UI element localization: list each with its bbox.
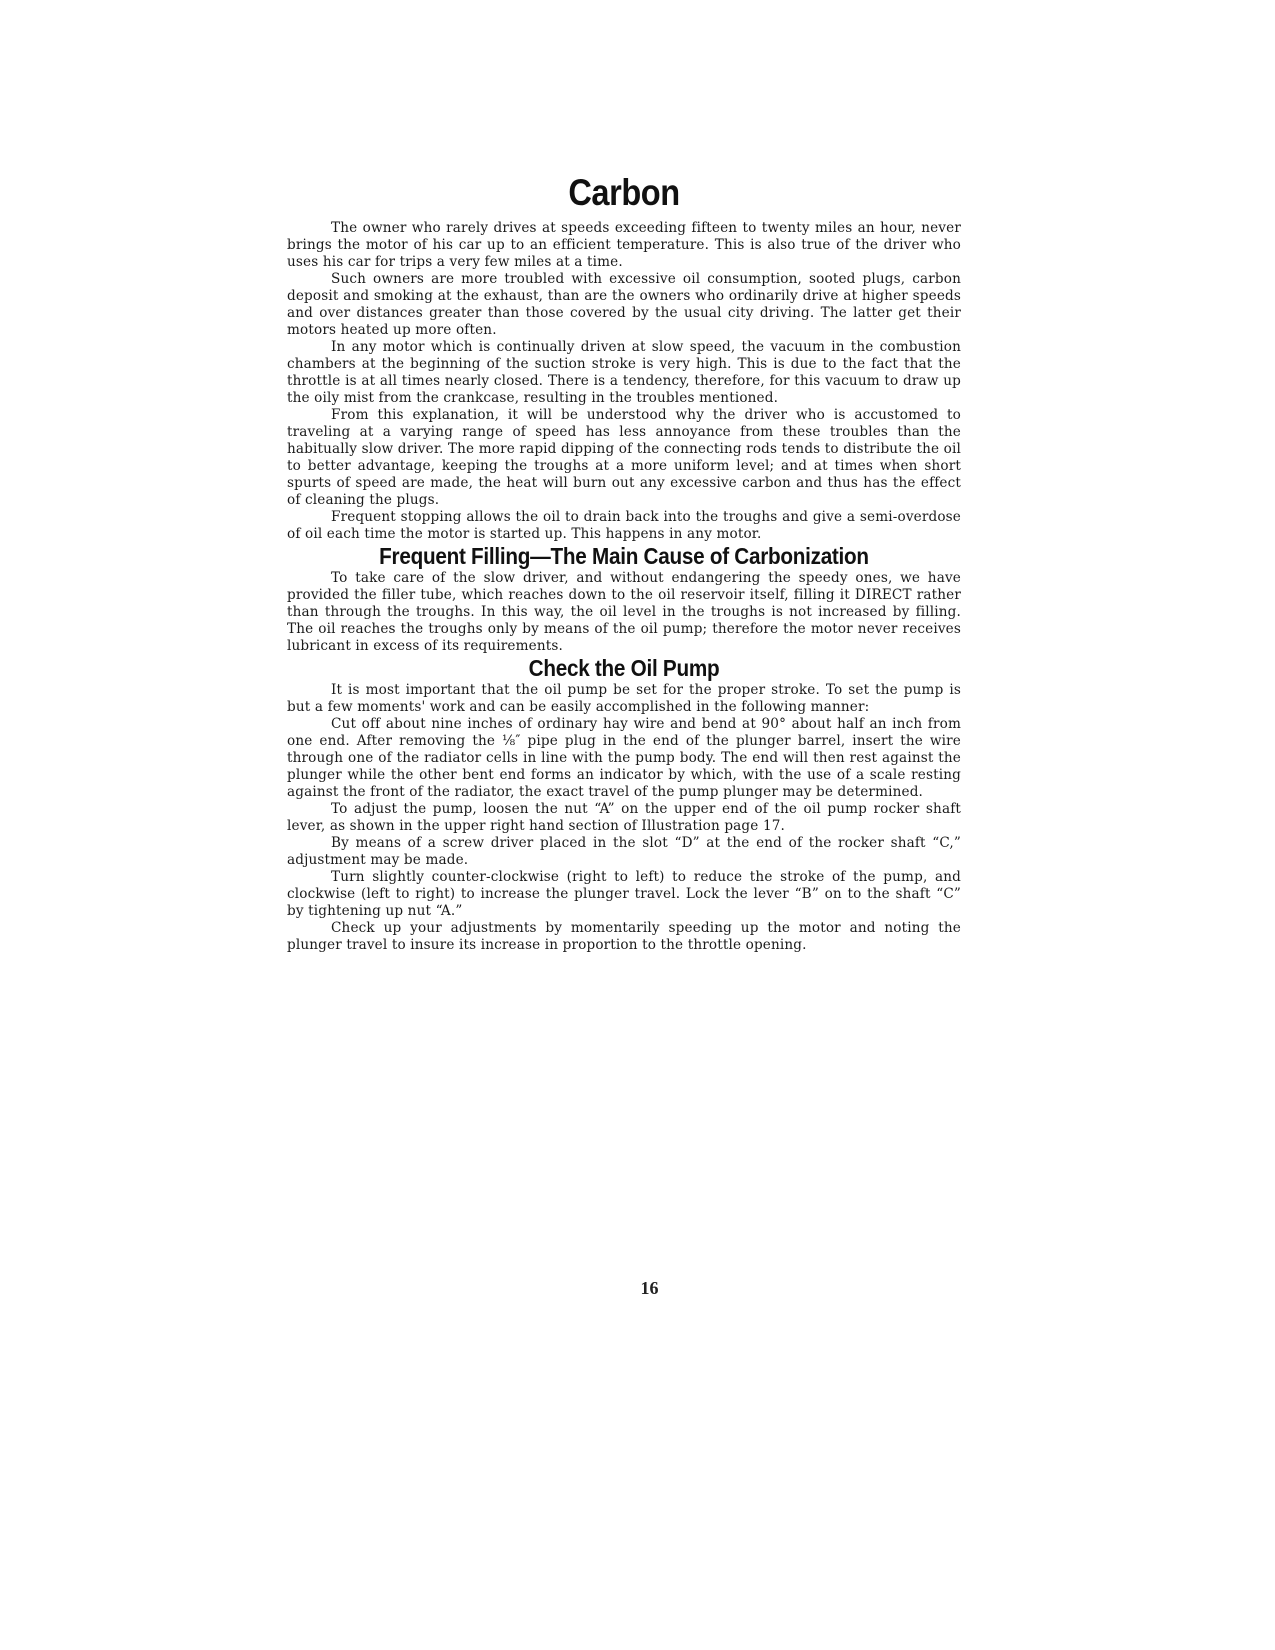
paragraph: Such owners are more troubled with excessive oil consumption, sooted plugs, carbon deposit and smoking at the exhaust, than are the owners who ordinarily drive at higher speeds and over distances greater than those covered by the usual city driving. The latter get their motors heated up more often. — [287, 271, 961, 338]
section-check-oil-pump-body — [287, 682, 961, 954]
page-number: 16 — [640, 1278, 659, 1298]
paragraph: Turn slightly counter-clockwise (right to left) to reduce the stroke of the pump, and clockwise (left to right) to increase the plunger travel. Lock the lever “B” on to the shaft “C” by tightening up nut “A.” — [287, 869, 961, 919]
paragraph: In any motor which is continually driven at slow speed, the vacuum in the combustion chambers at the beginning of the suction stroke is very high. This is due to the fact that the throttle is at all times nearly closed. There is a tendency, therefore, for this vacuum to draw up the oily mist from the crankcase, resulting in the troubles mentioned. — [287, 339, 961, 406]
page-title: Carbon — [568, 172, 680, 213]
section-frequent-filling-body — [287, 570, 961, 655]
section-heading-frequent-filling: Frequent Filling—The Main Cause of Carbonization — [379, 543, 869, 569]
paragraph: By means of a screw driver placed in the slot “D” at the end of the rocker shaft “C,” adjustment may be made. — [287, 835, 961, 868]
section-carbon-body — [287, 220, 961, 543]
paragraph: To take care of the slow driver, and without endangering the speedy ones, we have provided the filler tube, which reaches down to the oil reservoir itself, filling it DIRECT rather than through the troughs. In this way, the oil level in the troughs is not increased by filling. The oil reaches the troughs only by means of the oil pump; therefore the motor never receives lubricant in excess of its requirements. — [287, 570, 961, 654]
paragraph: From this explanation, it will be understood why the driver who is accustomed to traveling at a varying range of speed has less annoyance from these troubles than the habitually slow driver. The more rapid dipping of the connecting rods tends to distribute the oil to better advantage, keeping the troughs at a more uniform level; and at times when short spurts of speed are made, the heat will burn out any excessive carbon and thus has the effect of cleaning the plugs. — [287, 407, 961, 508]
document-page — [287, 172, 961, 954]
paragraph: Cut off about nine inches of ordinary hay wire and bend at 90° about half an inch from one end. After removing the ⅛″ pipe plug in the end of the plunger barrel, insert the wire through one of the radiator cells in line with the pump body. The end will then rest against the plunger while the other bent end forms an indicator by which, with the use of a scale resting against the front of the radiator, the exact travel of the pump plunger may be determined. — [287, 716, 961, 800]
paragraph: Frequent stopping allows the oil to drain back into the troughs and give a semi-overdose of oil each time the motor is started up. This happens in any motor. — [287, 509, 961, 542]
paragraph: The owner who rarely drives at speeds exceeding fifteen to twenty miles an hour, never brings the motor of his car up to an efficient temperature. This is also true of the driver who uses his car for trips a very few miles at a time. — [287, 220, 961, 270]
section-heading-check-oil-pump: Check the Oil Pump — [528, 655, 720, 681]
paragraph: It is most important that the oil pump be set for the proper stroke. To set the pump is but a few moments' work and can be easily accomplished in the following manner: — [287, 682, 961, 715]
paragraph: Check up your adjustments by momentarily speeding up the motor and noting the plunger travel to insure its increase in proportion to the throttle opening. — [287, 920, 961, 953]
paragraph: To adjust the pump, loosen the nut “A” on the upper end of the oil pump rocker shaft lever, as shown in the upper right hand section of Illustration page 17. — [287, 801, 961, 834]
